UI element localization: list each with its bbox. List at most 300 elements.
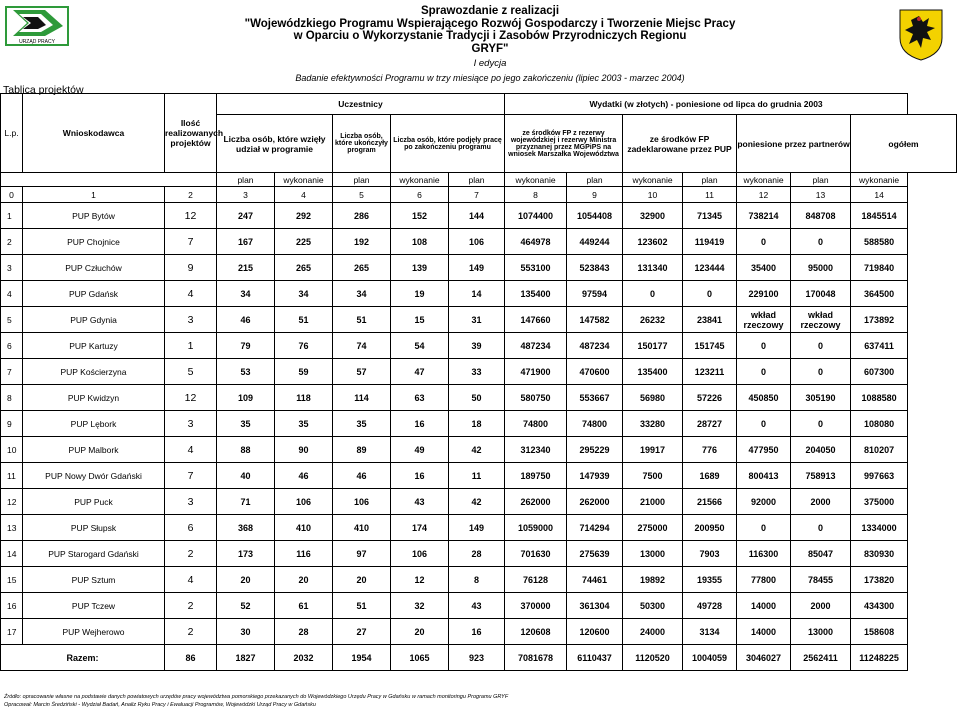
header-zadeklarowane: ze środków FP zadeklarowane przez PUP [623, 115, 737, 173]
table-cell: 49 [391, 437, 449, 463]
projects-table [0, 93, 957, 671]
table-cell: 12 [165, 385, 217, 411]
table-cell: 123602 [623, 229, 683, 255]
table-cell: 26232 [623, 307, 683, 333]
table-cell: 810207 [851, 437, 908, 463]
column-number: 14 [851, 187, 908, 203]
table-cell: 71 [217, 489, 275, 515]
table-cell: 74800 [567, 411, 623, 437]
table-row [1, 359, 957, 385]
table-cell: 0 [737, 333, 791, 359]
column-number: 1 [23, 187, 165, 203]
table-cell: 1827 [217, 645, 275, 671]
table-cell: 53 [217, 359, 275, 385]
table-cell: 52 [217, 593, 275, 619]
table-row [1, 203, 957, 229]
table-cell: 89 [333, 437, 391, 463]
table-cell: 275000 [623, 515, 683, 541]
table-cell: 410 [275, 515, 333, 541]
table-cell: 43 [449, 593, 505, 619]
table-cell: 7 [165, 463, 217, 489]
table-cell: 1074400 [505, 203, 567, 229]
table-cell: 49728 [683, 593, 737, 619]
report-title [160, 5, 820, 55]
applicant-name: PUP Chojnice [23, 229, 165, 255]
column-number: 5 [333, 187, 391, 203]
table-cell: 28727 [683, 411, 737, 437]
table-cell: 7500 [623, 463, 683, 489]
table-cell: 292 [275, 203, 333, 229]
table-cell: 77800 [737, 567, 791, 593]
table-cell: 14000 [737, 619, 791, 645]
table-cell: 34 [275, 281, 333, 307]
table-cell: 78455 [791, 567, 851, 593]
table-cell: 471900 [505, 359, 567, 385]
table-cell: 553100 [505, 255, 567, 281]
row-number: 6 [1, 333, 23, 359]
column-number: 6 [391, 187, 449, 203]
applicant-name: PUP Sztum [23, 567, 165, 593]
table-cell: 1004059 [683, 645, 737, 671]
table-cell: 35 [275, 411, 333, 437]
table-cell: 3134 [683, 619, 737, 645]
table-cell: 173892 [851, 307, 908, 333]
table-row [1, 541, 957, 567]
table-cell: 0 [791, 515, 851, 541]
table-cell: 701630 [505, 541, 567, 567]
table-cell: 35400 [737, 255, 791, 281]
row-number: 1 [1, 203, 23, 229]
table-cell: 42 [449, 437, 505, 463]
table-cell: 35 [217, 411, 275, 437]
table-cell: 119419 [683, 229, 737, 255]
table-cell: 3046027 [737, 645, 791, 671]
table-cell: 35 [333, 411, 391, 437]
table-cell: 32900 [623, 203, 683, 229]
table-cell: 76128 [505, 567, 567, 593]
edition-label: I edycja [473, 58, 507, 69]
row-number: 4 [1, 281, 23, 307]
pomorskie-crest-icon [897, 8, 945, 62]
table-cell: 2562411 [791, 645, 851, 671]
table-cell: 63 [391, 385, 449, 411]
table-cell: 1689 [683, 463, 737, 489]
table-cell: 31 [449, 307, 505, 333]
table-cell: 12 [391, 567, 449, 593]
logo-text: URZĄD PRACY [19, 39, 55, 45]
footnote-author: Opracował: Marcin Średziński - Wydział Badań, Analiz Ryku Pracy i Ewaluacji Programów, Wojewódzki Urząd Pracy w Gdańsku [4, 702, 316, 708]
table-cell: 4 [165, 567, 217, 593]
table-cell: 167 [217, 229, 275, 255]
table-cell: 1088580 [851, 385, 908, 411]
table-cell: 470600 [567, 359, 623, 385]
column-number: 3 [217, 187, 275, 203]
column-number: 2 [165, 187, 217, 203]
table-cell: 174 [391, 515, 449, 541]
header-wykonanie: wykonanie [505, 173, 567, 187]
table-cell: wkład rzeczowy [737, 307, 791, 333]
row-number: 9 [1, 411, 23, 437]
table-cell: 56980 [623, 385, 683, 411]
table-cell: 2000 [791, 593, 851, 619]
table-cell: 0 [737, 411, 791, 437]
table-cell: 33280 [623, 411, 683, 437]
table-cell: 523843 [567, 255, 623, 281]
header-blank [1, 173, 217, 187]
table-cell: 3 [165, 489, 217, 515]
header-ogolem: ogółem [851, 115, 957, 173]
table-cell: 361304 [567, 593, 623, 619]
header-plan: plan [567, 173, 623, 187]
table-cell: 16 [391, 463, 449, 489]
table-cell: 487234 [505, 333, 567, 359]
table-cell: 2000 [791, 489, 851, 515]
table-cell: 92000 [737, 489, 791, 515]
table-cell: 173 [217, 541, 275, 567]
applicant-name: PUP Słupsk [23, 515, 165, 541]
table-cell: 305190 [791, 385, 851, 411]
applicant-name: PUP Malbork [23, 437, 165, 463]
table-cell: 57 [333, 359, 391, 385]
column-number: 0 [1, 187, 23, 203]
table-cell: 2 [165, 541, 217, 567]
table-cell: 5 [165, 359, 217, 385]
table-cell: 76 [275, 333, 333, 359]
table-cell: 39 [449, 333, 505, 359]
header-plan: plan [791, 173, 851, 187]
header-wykonanie: wykonanie [851, 173, 908, 187]
table-cell: 7 [165, 229, 217, 255]
table-cell: 144 [449, 203, 505, 229]
row-number: 16 [1, 593, 23, 619]
table-cell: 487234 [567, 333, 623, 359]
table-cell: 57226 [683, 385, 737, 411]
header-wnioskodawca: Wnioskodawca [23, 94, 165, 173]
table-cell: 123211 [683, 359, 737, 385]
table-cell: 150177 [623, 333, 683, 359]
table-cell: 265 [275, 255, 333, 281]
table-cell: 0 [791, 359, 851, 385]
table-cell: 450850 [737, 385, 791, 411]
table-cell: 118 [275, 385, 333, 411]
table-cell: 74461 [567, 567, 623, 593]
footnote-source: Źródło: opracowanie własne na podstawie danych powiatowych urzędów pracy województwa pomorskiego przekazanych do Wojewódzkiego Urzędu Pracy w Gdańsku w ramach monitoringu Programu GRYF [4, 694, 509, 700]
table-cell: 848708 [791, 203, 851, 229]
table-cell: 46 [275, 463, 333, 489]
applicant-name: PUP Tczew [23, 593, 165, 619]
table-cell: 108 [391, 229, 449, 255]
table-cell: 149 [449, 255, 505, 281]
applicant-name: PUP Bytów [23, 203, 165, 229]
column-number: 8 [505, 187, 567, 203]
table-row [1, 281, 957, 307]
table-cell: 79 [217, 333, 275, 359]
table-cell: 139 [391, 255, 449, 281]
table-row [1, 593, 957, 619]
table-cell: 20 [391, 619, 449, 645]
applicant-name: PUP Kartuzy [23, 333, 165, 359]
table-cell: 1845514 [851, 203, 908, 229]
report-subtitle: Badanie efektywności Programu w trzy miesiące po jego zakończeniu (lipiec 2003 - marzec 2004) [295, 73, 685, 83]
header-plan: plan [333, 173, 391, 187]
table-cell: 74 [333, 333, 391, 359]
table-cell: 189750 [505, 463, 567, 489]
table-cell: 135400 [505, 281, 567, 307]
table-cell: 0 [683, 281, 737, 307]
table-cell: 95000 [791, 255, 851, 281]
table-cell: 262000 [505, 489, 567, 515]
table-cell: 7903 [683, 541, 737, 567]
header-wykonanie: wykonanie [275, 173, 333, 187]
table-cell: 312340 [505, 437, 567, 463]
table-cell: wkład rzeczowy [791, 307, 851, 333]
table-cell: 97 [333, 541, 391, 567]
table-cell: 15 [391, 307, 449, 333]
table-cell: 434300 [851, 593, 908, 619]
table-cell: 588580 [851, 229, 908, 255]
table-cell: 85047 [791, 541, 851, 567]
row-number: 14 [1, 541, 23, 567]
table-cell: 21566 [683, 489, 737, 515]
table-cell: 90 [275, 437, 333, 463]
table-cell: 21000 [623, 489, 683, 515]
table-cell: 47 [391, 359, 449, 385]
table-cell: 800413 [737, 463, 791, 489]
table-cell: 1065 [391, 645, 449, 671]
header-wzieli: Liczba osób, które wzięły udział w programie [217, 115, 333, 173]
row-number: 17 [1, 619, 23, 645]
applicant-name: PUP Kwidzyn [23, 385, 165, 411]
table-cell: 19917 [623, 437, 683, 463]
urzad-pracy-logo [5, 6, 69, 46]
header-wykonanie: wykonanie [391, 173, 449, 187]
table-cell: 116 [275, 541, 333, 567]
table-cell: 3 [165, 307, 217, 333]
table-cell: 1059000 [505, 515, 567, 541]
header-ukonczyly: Liczba osób, które ukończyły program [333, 115, 391, 173]
table-cell: 477950 [737, 437, 791, 463]
row-number: 3 [1, 255, 23, 281]
column-number: 12 [737, 187, 791, 203]
table-cell: 106 [275, 489, 333, 515]
table-cell: 106 [391, 541, 449, 567]
header-plan: plan [449, 173, 505, 187]
header-ilosc: Ilość realizowanych projektów [165, 94, 217, 173]
table-cell: 42 [449, 489, 505, 515]
table-cell: 14 [449, 281, 505, 307]
table-cell: 147939 [567, 463, 623, 489]
header-wydatki: Wydatki (w złotych) - poniesione od lipca do grudnia 2003 [505, 94, 908, 115]
table-cell: 120600 [567, 619, 623, 645]
table-cell: 637411 [851, 333, 908, 359]
table-cell: 370000 [505, 593, 567, 619]
table-cell: 6 [165, 515, 217, 541]
table-cell: 0 [791, 229, 851, 255]
total-row [1, 645, 957, 671]
table-cell: 23841 [683, 307, 737, 333]
applicant-name: PUP Kościerzyna [23, 359, 165, 385]
table-cell: 149 [449, 515, 505, 541]
table-caption: Tablica projektów [3, 84, 84, 96]
table-row [1, 463, 957, 489]
table-cell: 204050 [791, 437, 851, 463]
table-cell: 607300 [851, 359, 908, 385]
table-cell: 1954 [333, 645, 391, 671]
table-cell: 4 [165, 281, 217, 307]
table-cell: 286 [333, 203, 391, 229]
applicant-name: PUP Gdynia [23, 307, 165, 333]
table-cell: 18 [449, 411, 505, 437]
table-cell: 120608 [505, 619, 567, 645]
table-cell: 158608 [851, 619, 908, 645]
table-cell: 11 [449, 463, 505, 489]
title-line-4: GRYF" [471, 42, 509, 55]
table-cell: 54 [391, 333, 449, 359]
table-cell: 410 [333, 515, 391, 541]
table-cell: 0 [791, 333, 851, 359]
table-cell: 16 [391, 411, 449, 437]
table-cell: 46 [333, 463, 391, 489]
table-cell: 1334000 [851, 515, 908, 541]
header-lp: L.p. [1, 94, 23, 173]
applicant-name: PUP Lębork [23, 411, 165, 437]
table-cell: 88 [217, 437, 275, 463]
table-cell: 50 [449, 385, 505, 411]
table-row [1, 567, 957, 593]
table-cell: 11248225 [851, 645, 908, 671]
table-cell: 192 [333, 229, 391, 255]
table-cell: 20 [275, 567, 333, 593]
table-row [1, 307, 957, 333]
table-cell: 364500 [851, 281, 908, 307]
table-cell: 170048 [791, 281, 851, 307]
table-cell: 776 [683, 437, 737, 463]
table-cell: 8 [449, 567, 505, 593]
table-cell: 151745 [683, 333, 737, 359]
table-cell: 2 [165, 593, 217, 619]
table-cell: 59 [275, 359, 333, 385]
applicant-name: PUP Nowy Dwór Gdański [23, 463, 165, 489]
table-cell: 34 [333, 281, 391, 307]
header-podjely: Liczba osób, które podjęły pracę po zakończeniu programu [391, 115, 505, 173]
table-row [1, 515, 957, 541]
column-number: 11 [683, 187, 737, 203]
table-row [1, 437, 957, 463]
table-cell: 275639 [567, 541, 623, 567]
table-cell: 0 [791, 411, 851, 437]
row-number: 8 [1, 385, 23, 411]
table-cell: 200950 [683, 515, 737, 541]
table-cell: 464978 [505, 229, 567, 255]
table-cell: 368 [217, 515, 275, 541]
table-cell: 19 [391, 281, 449, 307]
table-cell: 738214 [737, 203, 791, 229]
table-row [1, 255, 957, 281]
table-cell: 295229 [567, 437, 623, 463]
table-cell: 714294 [567, 515, 623, 541]
row-number: 10 [1, 437, 23, 463]
table-cell: 109 [217, 385, 275, 411]
table-cell: 147660 [505, 307, 567, 333]
row-number: 12 [1, 489, 23, 515]
total-label: Razem: [1, 645, 165, 671]
applicant-name: PUP Puck [23, 489, 165, 515]
table-cell: 123444 [683, 255, 737, 281]
table-cell: 28 [275, 619, 333, 645]
table-cell: 9 [165, 255, 217, 281]
table-cell: 0 [737, 229, 791, 255]
title-line-1: Sprawozdanie z realizacji [420, 5, 560, 17]
row-number: 11 [1, 463, 23, 489]
table-cell: 1 [165, 333, 217, 359]
header-partnerzy: poniesione przez partnerów [737, 115, 851, 173]
table-cell: 86 [165, 645, 217, 671]
table-cell: 74800 [505, 411, 567, 437]
table-cell: 24000 [623, 619, 683, 645]
table-cell: 229100 [737, 281, 791, 307]
header-plan: plan [683, 173, 737, 187]
table-cell: 262000 [567, 489, 623, 515]
table-cell: 13000 [791, 619, 851, 645]
table-cell: 147582 [567, 307, 623, 333]
table-cell: 116300 [737, 541, 791, 567]
row-number: 7 [1, 359, 23, 385]
table-cell: 13000 [623, 541, 683, 567]
table-cell: 997663 [851, 463, 908, 489]
table-cell: 33 [449, 359, 505, 385]
table-cell: 135400 [623, 359, 683, 385]
column-number: 10 [623, 187, 683, 203]
row-number: 2 [1, 229, 23, 255]
table-cell: 719840 [851, 255, 908, 281]
column-number: 7 [449, 187, 505, 203]
table-cell: 114 [333, 385, 391, 411]
header-wykonanie: wykonanie [737, 173, 791, 187]
table-cell: 225 [275, 229, 333, 255]
table-cell: 19355 [683, 567, 737, 593]
table-cell: 108080 [851, 411, 908, 437]
table-cell: 19892 [623, 567, 683, 593]
table-cell: 265 [333, 255, 391, 281]
table-row [1, 229, 957, 255]
table-cell: 1120520 [623, 645, 683, 671]
row-number: 5 [1, 307, 23, 333]
table-cell: 51 [275, 307, 333, 333]
column-number: 13 [791, 187, 851, 203]
table-cell: 449244 [567, 229, 623, 255]
table-cell: 97594 [567, 281, 623, 307]
table-cell: 34 [217, 281, 275, 307]
table-cell: 247 [217, 203, 275, 229]
table-cell: 20 [333, 567, 391, 593]
table-cell: 32 [391, 593, 449, 619]
column-number: 4 [275, 187, 333, 203]
table-cell: 6110437 [567, 645, 623, 671]
table-cell: 43 [391, 489, 449, 515]
table-cell: 61 [275, 593, 333, 619]
table-row [1, 489, 957, 515]
table-cell: 40 [217, 463, 275, 489]
table-row [1, 385, 957, 411]
table-cell: 553667 [567, 385, 623, 411]
table-row [1, 619, 957, 645]
table-cell: 152 [391, 203, 449, 229]
table-cell: 4 [165, 437, 217, 463]
table-cell: 0 [623, 281, 683, 307]
table-cell: 2032 [275, 645, 333, 671]
title-line-3: w Oparciu o Wykorzystanie Tradycji i Zasobów Przyrodniczych Regionu [293, 30, 687, 42]
table-cell: 580750 [505, 385, 567, 411]
